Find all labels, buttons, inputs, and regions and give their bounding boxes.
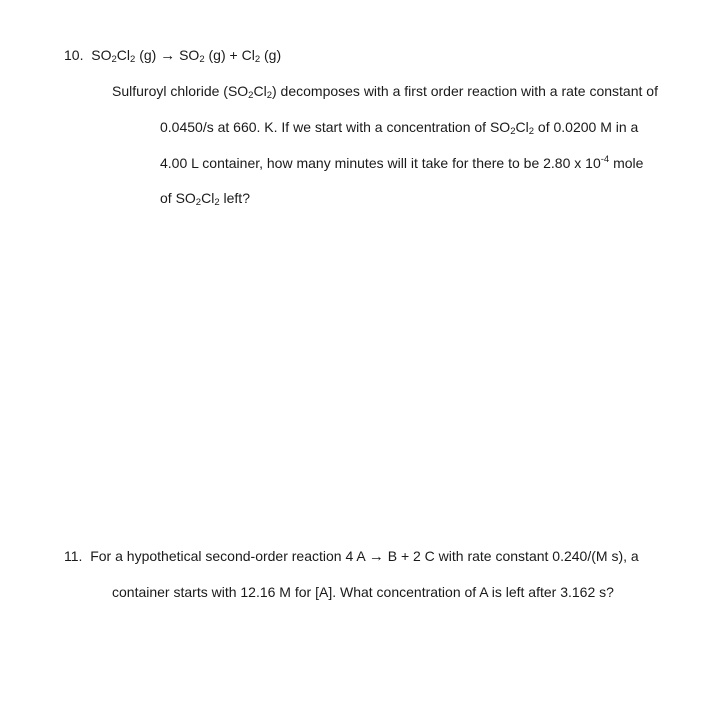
q10-text-line-4: of $SO_2Cl_2$ left? (160, 190, 250, 208)
q10-number: 10. (64, 47, 84, 63)
q10-equation (64, 46, 281, 65)
q11-text-line-1: 11. For a hypothetical second-order reaction 4 A → B + 2 C with rate constant 0.240/(M s), a (64, 548, 639, 565)
q10-eq-text: $SO_2Cl_2$ (g) (91, 47, 161, 65)
reaction-arrow-icon: → (368, 548, 384, 565)
q10-text-line-2: 0.0450/s at 660. K. If we start with a concentration of $SO_2Cl_2$ of 0.0200 M in a (160, 119, 639, 137)
q11-number: 11. (64, 548, 83, 564)
q10-text-line-1: Sulfuroyl chloride $(SO_2Cl_2)$ decomposes with a first order reaction with a rate constant of (112, 83, 658, 101)
q11-text-line-2: container starts with 12.16 M for [A]. What concentration of A is left after 3.162 s? (112, 584, 614, 600)
q10-text-line-3: 4.00 L container, how many minutes will it take for there to be 2.80 x $10^{-4}$ mole (160, 154, 644, 171)
q10-eq-products: $SO_2$ $(g) + Cl_2$ (g) (175, 47, 282, 65)
reaction-arrow-icon: → (160, 47, 176, 64)
